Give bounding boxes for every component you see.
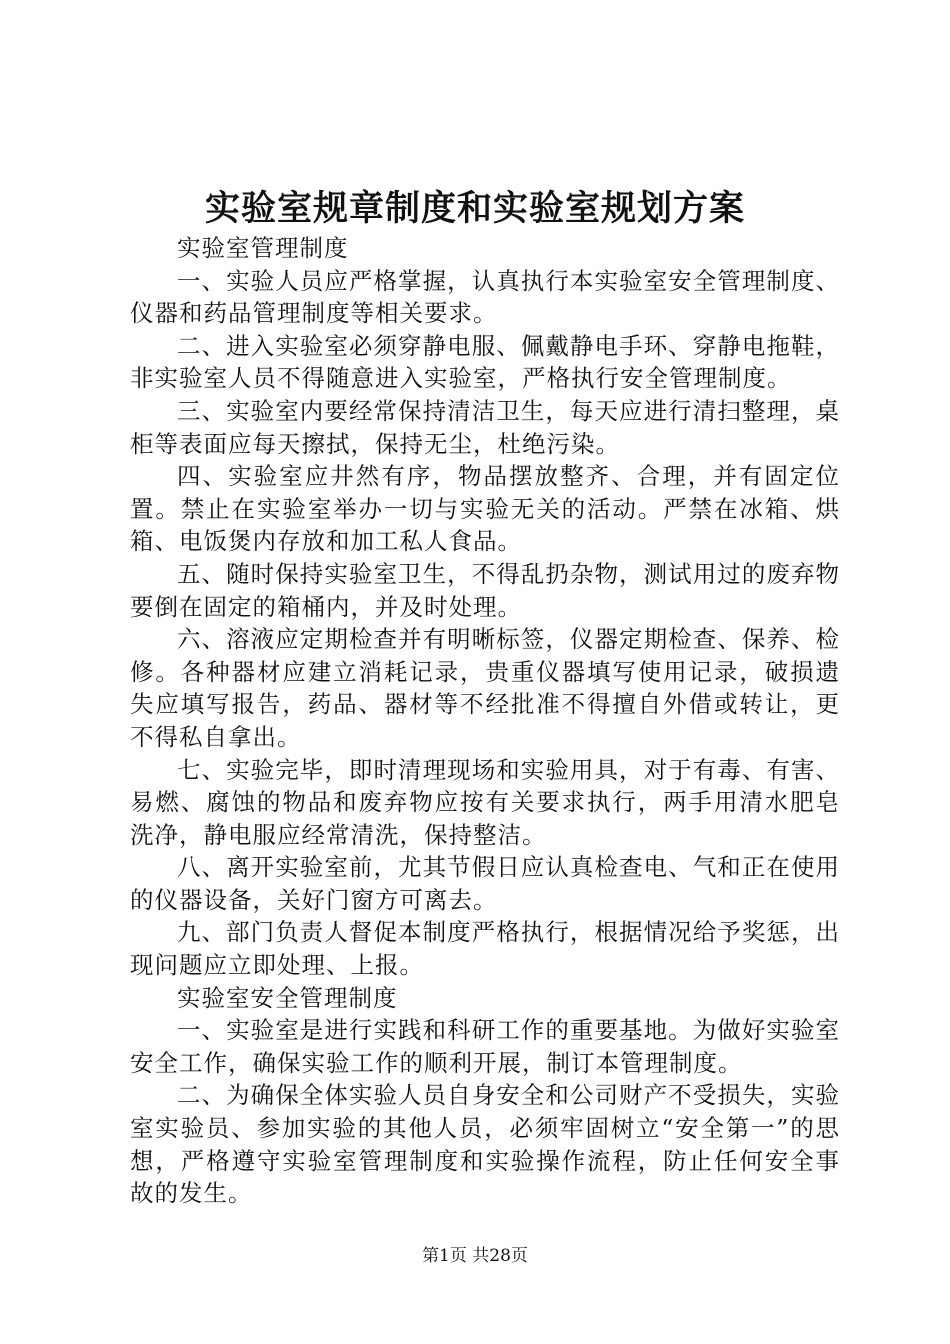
document-body — [130, 232, 840, 1210]
paragraph: 一、实验人员应严格掌握，认真执行本实验室安全管理制度、仪器和药品管理制度等相关要求。 — [130, 266, 840, 328]
paragraph: 八、离开实验室前，尤其节假日应认真检查电、气和正在使用的仪器设备，关好门窗方可离去。 — [130, 853, 840, 914]
document-title: 实验室规章制度和实验室规划方案 — [204, 188, 745, 229]
section-heading: 实验室管理制度 — [177, 234, 349, 262]
paragraph: 四、实验室应井然有序，物品摆放整齐、合理，并有固定位置。禁止在实验室举办一切与实验无关的活动。严禁在冰箱、烘箱、电饭煲内存放和加工私人食品。 — [130, 462, 840, 556]
paragraph: 九、部门负责人督促本制度严格执行，根据情况给予奖惩，出现问题应立即处理、上报。 — [130, 918, 840, 980]
paragraph: 一、实验室是进行实践和科研工作的重要基地。为做好实验室安全工作，确保实验工作的顺利开展，制订本管理制度。 — [130, 1016, 840, 1077]
page-footer: 第1页 共28页 — [422, 1246, 528, 1266]
paragraph: 五、随时保持实验室卫生，不得乱扔杂物，测试用过的废弃物要倒在固定的箱桶内，并及时处理。 — [130, 559, 840, 621]
paragraph: 二、为确保全体实验人员自身安全和公司财产不受损失，实验室实验员、参加实验的其他人员，必须牢固树立“安全第一”的思想，严格遵守实验室管理制度和实验操作流程，防止任何安全事故的发生。 — [130, 1081, 840, 1208]
paragraph: 二、进入实验室必须穿静电服、佩戴静电手环、穿静电拖鞋，非实验室人员不得随意进入实验室，严格执行安全管理制度。 — [130, 331, 840, 393]
paragraph: 三、实验室内要经常保持清洁卫生，每天应进行清扫整理，桌柜等表面应每天擦拭，保持无尘，杜绝污染。 — [130, 396, 840, 458]
paragraph: 六、溶液应定期检查并有明晰标签，仪器定期检查、保养、检修。各种器材应建立消耗记录，贵重仪器填写使用记录，破损遗失应填写报告，药品、器材等不经批准不得擅自外借或转让，更不得私自拿出。 — [130, 625, 840, 751]
paragraph: 七、实验完毕，即时清理现场和实验用具，对于有毒、有害、易燃、腐蚀的物品和废弃物应按有关要求执行，两手用清水肥皂洗净，静电服应经常清洗，保持整洁。 — [130, 755, 840, 849]
section-heading: 实验室安全管理制度 — [177, 983, 398, 1012]
